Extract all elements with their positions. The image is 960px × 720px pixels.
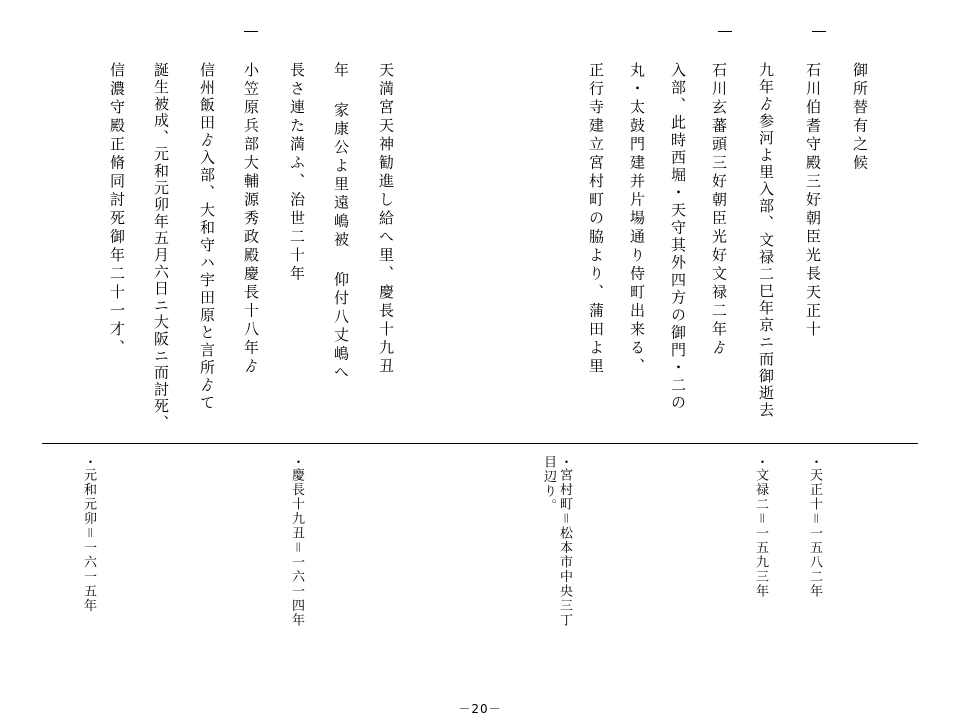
text-line-1: 御所替有之候	[851, 62, 869, 173]
note-bullet: ・	[753, 455, 768, 468]
text-line-11: 小笠原兵部大輔源秀政殿慶長十八年ゟ	[242, 62, 260, 377]
note-bullet: ・	[81, 455, 96, 468]
page-number: －20－	[458, 702, 502, 716]
note-miyamura	[540, 455, 572, 628]
notes-divider	[42, 443, 918, 444]
note-keicho	[288, 455, 304, 628]
item-mark-2	[718, 31, 732, 32]
text-line-14: 信濃守殿正脩同討死御年二十一才、	[108, 62, 126, 358]
text-line-6: 丸・太鼓門建并片場通り侍町出来る、	[628, 62, 646, 377]
text-line-8: 天満宮天神勧進し給へ里、慶長十九丑	[377, 62, 395, 377]
text-line-5: 入部、此時西堀・天守其外四方の御門・二の	[669, 62, 687, 412]
note-bunroku	[752, 455, 768, 599]
text-line-12: 信州飯田ゟ入部、大和守ハ宇田原と言所ゟて	[198, 62, 216, 412]
text-line-3: 九年ゟ参河よ里入部、文禄二巳年京ニ而御逝去	[757, 62, 775, 419]
text-line-7: 正行寺建立宮村町の脇より、蒲田よ里	[587, 62, 605, 377]
text-line-10: 長さ連た満ふ、治世二十年	[288, 62, 306, 284]
text-line-9: 年 家康公よ里遠嶋被 仰付八丈嶋へ	[332, 62, 350, 383]
note-text: 天正十＝一五八二年	[807, 468, 822, 599]
note-bullet: ・	[289, 455, 304, 468]
text-line-4: 石川玄蕃頭三好朝臣光好文禄二年ゟ	[710, 62, 728, 358]
note-text: 元和元卯＝一六一五年	[81, 468, 96, 613]
item-mark-3	[244, 31, 258, 32]
text-line-2: 石川伯耆守殿三好朝臣光長天正十	[804, 62, 822, 340]
note-text: 宮村町＝松本市中央三丁	[557, 468, 572, 628]
text-line-13: 誕生被成、元和元卯年五月六日ニ大阪ニ而討死、	[152, 62, 170, 432]
note-bullet: ・	[557, 455, 572, 468]
item-mark-1	[812, 31, 826, 32]
note-tensho	[806, 455, 822, 599]
note-text: 慶長十九丑＝一六一四年	[289, 468, 304, 628]
note-bullet: ・	[807, 455, 822, 468]
note-text: 文禄二＝一五九三年	[753, 468, 768, 599]
note-genna	[80, 455, 96, 613]
note-text-continued: 目辺り。	[541, 455, 556, 513]
